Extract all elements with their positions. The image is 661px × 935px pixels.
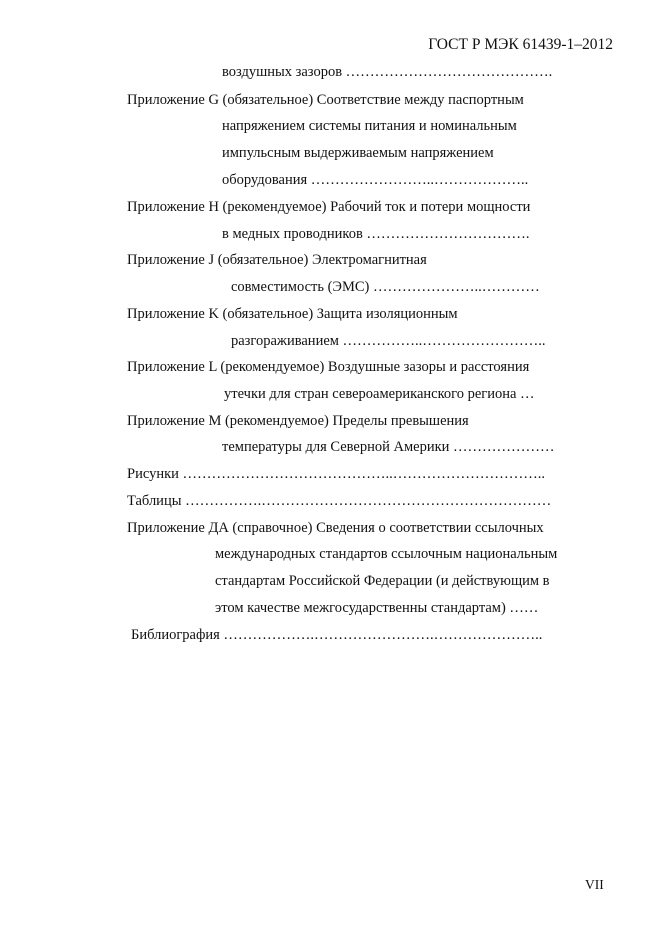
toc-line: Рисунки ……………………………………..…………………………..: [127, 466, 546, 482]
toc-line: воздушных зазоров …………………………………….: [222, 64, 553, 80]
page-number: VII: [585, 877, 604, 892]
toc-line: Таблицы …………….……………………………………………………: [127, 493, 552, 509]
toc-line: совместимость (ЭМС) …………………..…………: [231, 279, 540, 295]
toc-line: импульсным выдерживаемым напряжением: [222, 145, 494, 161]
toc-line: в медных проводников …………………………….: [222, 226, 530, 242]
toc-line: Приложение K (обязательное) Защита изоляционным: [127, 306, 458, 322]
toc-line: оборудования ……………………..………………..: [222, 172, 529, 188]
toc-line: Библиография ……………….…………………….…………………..: [131, 627, 543, 643]
toc-line: Приложение G (обязательное) Соответствие между паспортным: [127, 92, 524, 108]
toc-line: напряжением системы питания и номинальным: [222, 118, 517, 134]
toc-line: этом качестве межгосударственны стандартам) ……: [215, 600, 539, 616]
toc-line: температуры для Северной Америки …………………: [222, 439, 555, 455]
toc-line: Приложение L (рекомендуемое) Воздушные зазоры и расстояния: [127, 359, 530, 375]
toc-line: международных стандартов ссылочным национальным: [215, 546, 558, 562]
toc-line: разгораживанием ……………..……………………..: [231, 333, 546, 349]
toc-line: Приложение J (обязательное) Электромагнитная: [127, 252, 427, 268]
toc-line: утечки для стран североамериканского региона …: [224, 386, 535, 402]
toc-line: Приложение ДА (справочное) Сведения о соответствии ссылочных: [127, 520, 544, 536]
toc-line: Приложение H (рекомендуемое) Рабочий ток и потери мощности: [127, 199, 531, 215]
toc-line: Приложение M (рекомендуемое) Пределы превышения: [127, 413, 469, 429]
standard-designation: ГОСТ Р МЭК 61439-1–2012: [428, 36, 613, 53]
toc-line: стандартам Российской Федерации (и действующим в: [215, 573, 550, 589]
